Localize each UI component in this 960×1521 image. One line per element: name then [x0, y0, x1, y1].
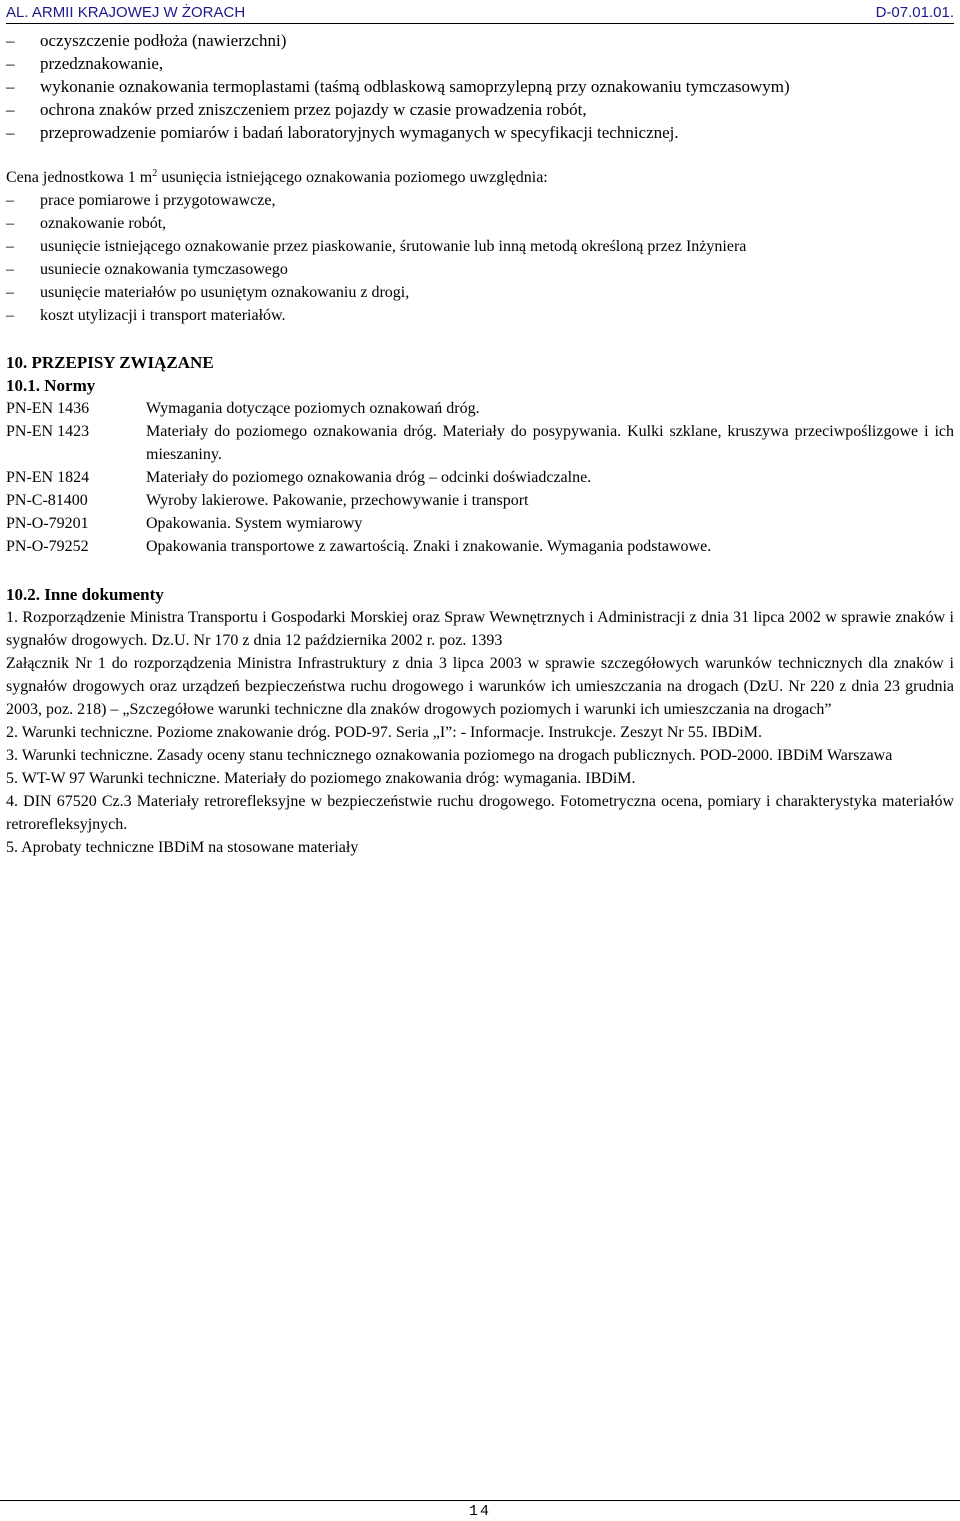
list-item: – przeprowadzenie pomiarów i badań laboratoryjnych wymaganych w specyfikacji technicznej.: [6, 123, 679, 142]
document-entry: 5. WT-W 97 Warunki techniczne. Materiały do poziomego znakowania dróg: wymagania. IBDiM.: [6, 770, 636, 787]
list-item: – przedznakowanie,: [6, 54, 164, 73]
work-scope-list-section: [6, 29, 954, 144]
list-item: – usuniecie oznakowania tymczasowego: [6, 261, 288, 278]
page-number: 14: [468, 1503, 491, 1520]
unit-price-intro: Cena jednostkowa 1 $m^2$ usunięcia istniejącego oznakowania poziomego uwzględnia:: [6, 168, 548, 186]
list-item: – oczyszczenie podłoża (nawierzchni): [6, 31, 287, 50]
subsection-documents-title: 10.2. Inne dokumenty: [6, 585, 164, 604]
unit-price-list: [6, 189, 954, 327]
header-title: AL. ARMII KRAJOWEJ W ŻORACH: [6, 4, 246, 21]
header-doc-code: D-07.01.01.: [875, 4, 954, 21]
document-entry: 3. Warunki techniczne. Zasady oceny stanu technicznego oznakowania poziomego na drogach publicznych. POD-2000. IBDiM Warszawa: [6, 747, 893, 764]
list-item: – ochrona znaków przed zniszczeniem przez pojazdy w czasie prowadzenia robót,: [6, 100, 587, 119]
table-row: PN-EN 1824 Materiały do poziomego oznakowania dróg – odcinki doświadczalne.: [6, 469, 592, 486]
unit-price-section: [6, 166, 954, 327]
table-row: PN-O-79252 Opakowania transportowe z zawartością. Znaki i znakowanie. Wymagania podstawowe.: [6, 538, 712, 555]
work-scope-list: [6, 29, 954, 144]
list-item: – usunięcie istniejącego oznakowanie przez piaskowanie, śrutowanie lub inną metodą określoną przez Inżyniera: [6, 238, 747, 255]
list-item: – usunięcie materiałów po usuniętym oznakowaniu z drogi,: [6, 284, 410, 301]
table-row: PN-EN 1423 Materiały do poziomego oznakowania dróg. Materiały do posypywania. Kulki szklane, kruszywa przeciwpoślizgowe i ich mieszaniny.: [6, 423, 954, 463]
section-title: 10. PRZEPISY ZWIĄZANE: [6, 353, 214, 372]
related-regulations-section: [6, 351, 954, 558]
table-row: PN-C-81400 Wyroby lakierowe. Pakowanie, przechowywanie i transport: [6, 492, 529, 509]
table-row: PN-O-79201 Opakowania. System wymiarowy: [6, 515, 363, 532]
footer-divider: [0, 1500, 960, 1501]
document-entry: 2. Warunki techniczne. Poziome znakowanie dróg. POD-97. Seria „I”: - Informacje. Instrukcje. Zeszyt Nr 55. IBDiM.: [6, 724, 762, 741]
table-row: PN-EN 1436 Wymagania dotyczące poziomych oznakowań dróg.: [6, 400, 480, 417]
document-entry: 5. Aprobaty techniczne IBDiM na stosowane materiały: [6, 839, 359, 856]
document-entry: Załącznik Nr 1 do rozporządzenia Ministra Infrastruktury z dnia 3 lipca 2003 w sprawie szczegółowych warunków technicznych dla znaków i sygnałów drogowych oraz urządzeń bezpieczeństwa ruchu drogowego i warunków ich umieszczania na drogach (DzU. Nr 220 z dnia 23 grudnia 2003, poz. 218) – „Szczegółowe warunki techniczne dla znaków drogowych poziomych i warunki ich umieszczania na drogach”: [6, 655, 954, 718]
list-item: – koszt utylizacji i transport materiałów.: [6, 307, 286, 324]
list-item: – oznakowanie robót,: [6, 215, 167, 232]
document-entry: 4. DIN 67520 Cz.3 Materiały retrorefleksyjne w bezpieczeństwie ruchu drogowego. Fotometryczna ocena, pomiary i charakterystyka materiałów retrorefleksyjnych.: [6, 793, 954, 833]
list-item: – wykonanie oznakowania termoplastami (taśmą odblaskową samoprzylepną przy oznakowaniu tymczasowym): [6, 77, 790, 96]
subsection-norms-title: 10.1. Normy: [6, 376, 96, 395]
page-header: [6, 2, 954, 24]
document-entry: 1. Rozporządzenie Ministra Transportu i Gospodarki Morskiej oraz Spraw Wewnętrznych i Administracji z dnia 31 lipca 2002 w sprawie znaków i sygnałów drogowych. Dz.U. Nr 170 z dnia 12 października 2002 r. poz. 1393: [6, 609, 954, 649]
norms-table: [6, 397, 954, 558]
other-documents-section: [6, 583, 954, 859]
list-item: – prace pomiarowe i przygotowawcze,: [6, 192, 276, 209]
